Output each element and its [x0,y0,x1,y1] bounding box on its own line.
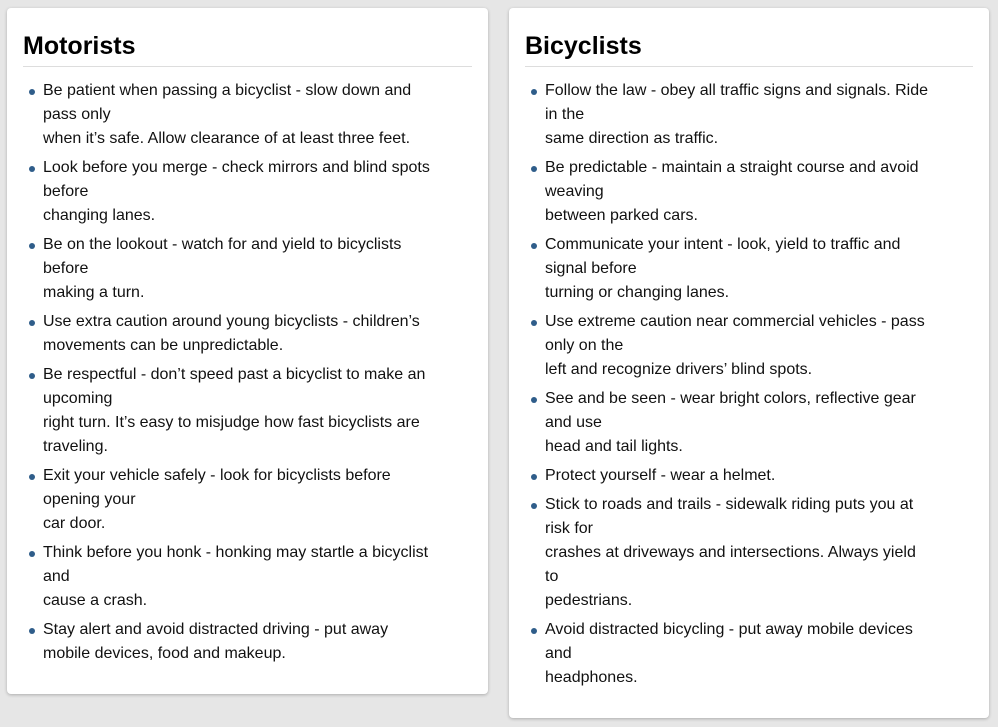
list-item-text: same direction as traffic. [545,130,719,147]
list-item-text: upcoming [43,390,113,407]
list-item-text: making a turn. [43,284,145,301]
bullet-icon [29,551,35,557]
list-item [23,541,472,613]
motorists-heading: Motorists [23,30,472,67]
bullet-icon [29,320,35,326]
list-item-text: Avoid distracted bicycling - put away mobile devices [545,621,913,638]
list-item-text: left and recognize drivers’ blind spots. [545,361,813,378]
list-item-text: Think before you honk - honking may startle a bicyclist [43,544,429,561]
list-item-text: in the [545,106,585,123]
list-item-text: only on the [545,337,624,354]
list-item-text: Exit your vehicle safely - look for bicyclists before [43,467,391,484]
list-item-text: before [43,260,89,277]
list-item-text: traveling. [43,438,108,455]
list-item-text: between parked cars. [545,207,698,224]
list-item-text: risk for [545,520,593,537]
list-item [23,464,472,536]
list-item-text: Stay alert and avoid distracted driving - put away [43,621,389,638]
motorists-list [23,79,472,666]
list-item-text: Stick to roads and trails - sidewalk riding puts you at [545,496,914,513]
list-item [525,618,973,690]
list-item-text: crashes at driveways and intersections. Always yield [545,544,916,561]
list-item-text: to [545,568,559,585]
list-item [23,79,472,151]
bullet-icon [29,628,35,634]
list-item [525,156,973,228]
bullet-icon [531,474,537,480]
bullet-icon [29,474,35,480]
bullet-icon [531,243,537,249]
list-item-text: Be predictable - maintain a straight course and avoid [545,159,919,176]
list-item [525,233,973,305]
list-item-text: opening your [43,491,136,508]
bullet-icon [531,166,537,172]
list-item [23,156,472,228]
list-item-text: changing lanes. [43,207,156,224]
list-item-text: Be respectful - don’t speed past a bicyclist to make an [43,366,426,383]
bicyclists-heading: Bicyclists [525,30,973,67]
list-item [525,79,973,151]
list-item-text: and [545,645,572,662]
list-item-text: headphones. [545,669,638,686]
bullet-icon [531,89,537,95]
bullet-icon [29,166,35,172]
list-item-text: turning or changing lanes. [545,284,730,301]
bullet-icon [531,503,537,509]
list-item-text: signal before [545,260,637,277]
bicyclists-card [509,8,989,718]
list-item-text: See and be seen - wear bright colors, reflective gear [545,390,916,407]
bullet-icon [29,373,35,379]
list-item [23,618,472,666]
motorists-card [7,8,488,694]
list-item [525,493,973,613]
list-item-text: Be on the lookout - watch for and yield to bicyclists [43,236,402,253]
list-item-text: cause a crash. [43,592,148,609]
list-item-text: pedestrians. [545,592,633,609]
list-item-text: car door. [43,515,106,532]
list-item [23,363,472,459]
list-item-text: Be patient when passing a bicyclist - slow down and [43,82,412,99]
list-item-text: weaving [545,183,604,200]
list-item-text: and [43,568,70,585]
bicyclists-list [525,79,973,690]
list-item-text: Use extra caution around young bicyclists - children’s [43,313,420,330]
list-item-text: before [43,183,89,200]
list-item [525,310,973,382]
bullet-icon [531,397,537,403]
bullet-icon [29,243,35,249]
list-item-text: right turn. It’s easy to misjudge how fast bicyclists are [43,414,420,431]
list-item-text: Look before you merge - check mirrors and blind spots [43,159,430,176]
list-item [23,310,472,358]
list-item-text: Protect yourself - wear a helmet. [545,467,776,484]
bullet-icon [531,628,537,634]
list-item-text: head and tail lights. [545,438,683,455]
list-item [525,387,973,459]
list-item-text: Use extreme caution near commercial vehicles - pass [545,313,925,330]
list-item [23,233,472,305]
list-item-text: movements can be unpredictable. [43,337,284,354]
list-item-text: mobile devices, food and makeup. [43,645,286,662]
bullet-icon [29,89,35,95]
list-item [525,464,973,488]
list-item-text: pass only [43,106,111,123]
list-item-text: Communicate your intent - look, yield to traffic and [545,236,901,253]
list-item-text: Follow the law - obey all traffic signs and signals. Ride [545,82,928,99]
list-item-text: when it’s safe. Allow clearance of at least three feet. [43,130,411,147]
list-item-text: and use [545,414,602,431]
bullet-icon [531,320,537,326]
